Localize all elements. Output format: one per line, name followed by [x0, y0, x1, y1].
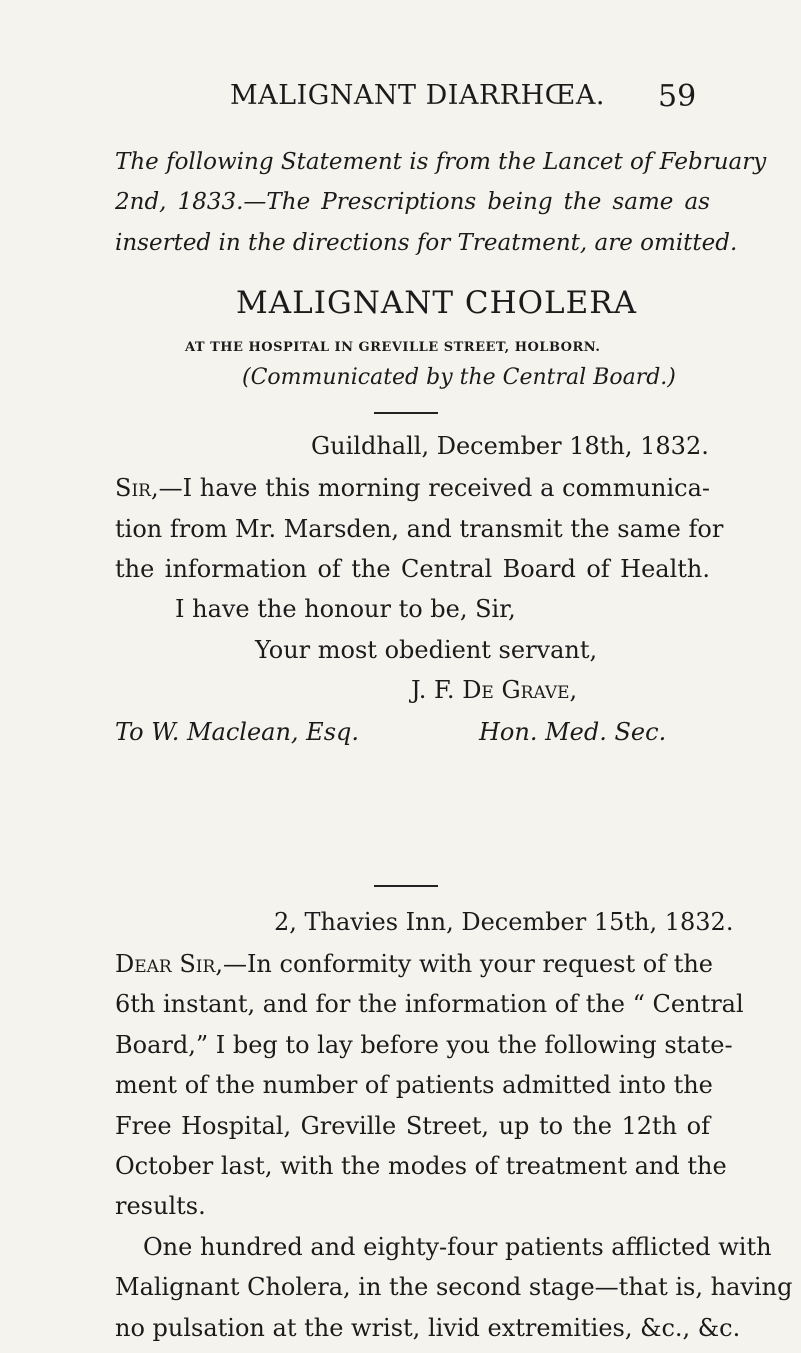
letter2-line-4: ment of the number of patients admitted into the [115, 1071, 713, 1099]
letter1-line-4: I have the honour to be, Sir, [175, 595, 516, 623]
letter1-line-1 [115, 474, 710, 502]
letter2-line-3: Board,” I beg to lay before you the following state- [115, 1031, 733, 1059]
intro-line-2: 2nd, 1833.—The Prescriptions being the same as [115, 189, 710, 215]
page-number: 59 [658, 79, 697, 114]
intro-line-1: The following Statement is from the Lancet of February [115, 149, 767, 175]
divider-rule [374, 412, 438, 414]
letter2-line-2: 6th instant, and for the information of the “ Central [115, 990, 744, 1018]
letter2-line-5: Free Hospital, Greville Street, up to the 12th of [115, 1112, 710, 1140]
letter1-heading: Guildhall, December 18th, 1832. [311, 432, 709, 460]
section-communicated: (Communicated by the Central Board.) [242, 365, 676, 390]
letter2-salutation: Dear Sir, [115, 950, 223, 978]
letter2-para2-line-1: One hundred and eighty-four patients afflicted with [143, 1233, 772, 1261]
letter1-signature: J. F. De Grave, [411, 676, 578, 704]
divider-rule [374, 885, 438, 887]
section-title: MALIGNANT CHOLERA [236, 285, 638, 321]
intro-line-3: inserted in the directions for Treatment, are omitted. [115, 230, 738, 256]
section-subtitle: AT THE HOSPITAL IN GREVILLE STREET, HOLBORN. [185, 340, 601, 355]
letter2-heading: 2, Thavies Inn, December 15th, 1832. [274, 908, 734, 936]
letter2-para2-line-2: Malignant Cholera, in the second stage—that is, having [115, 1273, 793, 1301]
letter2-line-7: results. [115, 1192, 206, 1220]
letter2-para2-line-3: no pulsation at the wrist, livid extremities, &c., &c. [115, 1314, 741, 1342]
letter1-line-3: the information of the Central Board of Health. [115, 555, 710, 583]
running-title: MALIGNANT DIARRHŒA. [230, 80, 605, 111]
letter1-line-1-text: —I have this morning received a communica- [158, 474, 710, 502]
letter1-salutation: Sir, [115, 474, 159, 502]
letter1-addressee: To W. Maclean, Esq. [115, 718, 360, 746]
letter1-line-2: tion from Mr. Marsden, and transmit the same for [115, 515, 724, 543]
letter2-line-6: October last, with the modes of treatment and the [115, 1152, 727, 1180]
letter1-line-5: Your most obedient servant, [255, 636, 598, 664]
letter2-line-1 [115, 950, 714, 978]
letter2-line-1-text: —In conformity with your request of the [222, 950, 714, 978]
letter1-role: Hon. Med. Sec. [479, 718, 667, 746]
